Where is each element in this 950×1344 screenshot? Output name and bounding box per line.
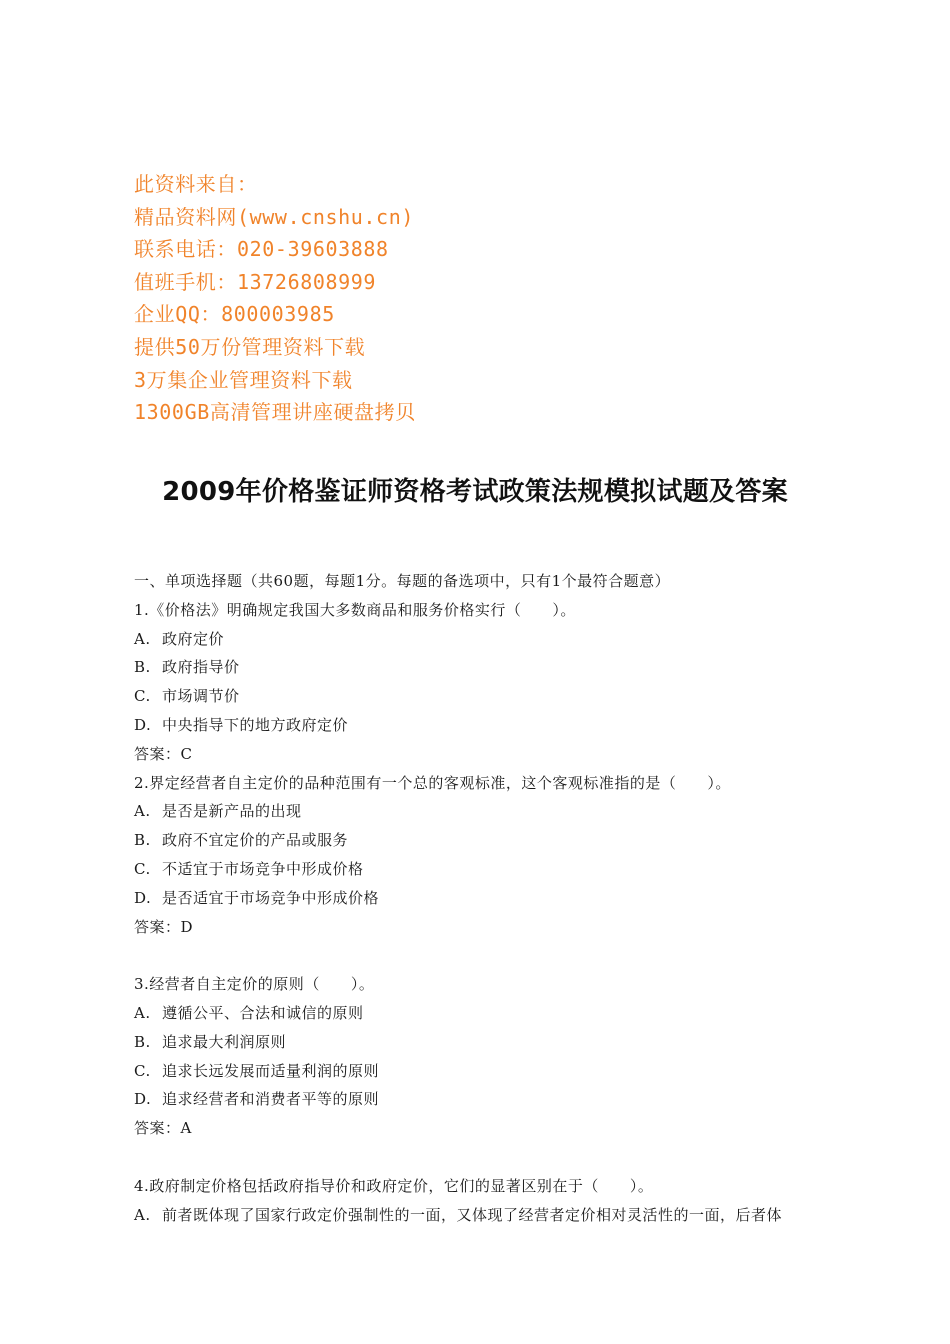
option-b	[134, 1028, 844, 1057]
question-text: 2.界定经营者自主定价的品种范围有一个总的客观标准，这个客观标准指的是（ ）。	[134, 773, 731, 792]
option-label: A.	[134, 1205, 151, 1224]
option-a	[134, 999, 844, 1028]
option-c	[134, 1057, 844, 1086]
mobile-phone-line: 值班手机：13726808999	[134, 269, 377, 294]
option-label: D.	[134, 1090, 152, 1109]
option-label: D.	[134, 715, 152, 734]
option-d	[134, 884, 844, 913]
spacer	[134, 1143, 844, 1172]
option-a	[134, 625, 844, 654]
option-b	[134, 826, 844, 855]
option-label: A.	[134, 1003, 151, 1022]
answer: 答案：D	[134, 917, 194, 936]
option-text: 市场调节价	[162, 687, 240, 706]
option-text: 是否是新产品的出现	[162, 802, 302, 821]
option-label: C.	[134, 1061, 151, 1080]
promo-line-lectures: 1300GB高清管理讲座硬盘拷贝	[134, 400, 416, 425]
question-text: 1.《价格法》明确规定我国大多数商品和服务价格实行（ ）。	[134, 600, 576, 619]
option-text: 遵循公平、合法和诚信的原则	[162, 1003, 364, 1022]
option-d	[134, 1085, 844, 1114]
option-text: 中央指导下的地方政府定价	[162, 715, 349, 734]
option-label: C.	[134, 687, 151, 706]
exam-content	[134, 567, 844, 1229]
contact-phone-line: 联系电话：020-39603888	[134, 237, 389, 262]
option-text: 追求经营者和消费者平等的原则	[162, 1090, 380, 1109]
spacer	[134, 941, 844, 970]
option-label: A.	[134, 629, 151, 648]
option-a	[134, 1201, 844, 1230]
answer: 答案：A	[134, 1119, 192, 1138]
qq-line: 企业QQ：800003985	[134, 302, 335, 327]
promo-line-materials: 3万集企业管理资料下载	[134, 367, 353, 392]
option-text: 追求最大利润原则	[162, 1032, 287, 1051]
option-label: A.	[134, 802, 151, 821]
source-info-block	[134, 168, 834, 429]
option-text: 是否适宜于市场竞争中形成价格	[162, 888, 380, 907]
option-d	[134, 711, 844, 740]
option-c	[134, 855, 844, 884]
option-label: B.	[134, 658, 151, 677]
promo-line-downloads: 提供50万份管理资料下载	[134, 334, 366, 359]
document-title: 2009年价格鉴证师资格考试政策法规模拟试题及答案	[162, 477, 788, 507]
option-text: 前者既体现了国家行政定价强制性的一面，又体现了经营者定价相对灵活性的一面，后者体	[162, 1205, 783, 1224]
option-text: 政府不宜定价的产品或服务	[162, 831, 349, 850]
option-c	[134, 682, 844, 711]
section-heading: 一、单项选择题（共60题，每题1分。每题的备选项中，只有1个最符合题意）	[134, 572, 671, 590]
question-text: 3.经营者自主定价的原则（ ）。	[134, 975, 375, 994]
option-label: B.	[134, 1032, 151, 1051]
option-b	[134, 653, 844, 682]
question-text: 4.政府制定价格包括政府指导价和政府定价，它们的显著区别在于（ ）。	[134, 1176, 654, 1195]
answer: 答案：C	[134, 744, 193, 763]
option-label: C.	[134, 859, 151, 878]
source-website-line: 精品资料网(www.cnshu.cn)	[134, 204, 414, 229]
option-text: 政府指导价	[162, 658, 240, 677]
option-text: 追求长远发展而适量利润的原则	[162, 1061, 380, 1080]
option-a	[134, 797, 844, 826]
source-info-line: 此资料来自：	[134, 172, 258, 196]
option-text: 政府定价	[162, 629, 225, 648]
option-text: 不适宜于市场竞争中形成价格	[162, 859, 364, 878]
option-label: B.	[134, 831, 151, 850]
option-label: D.	[134, 888, 152, 907]
